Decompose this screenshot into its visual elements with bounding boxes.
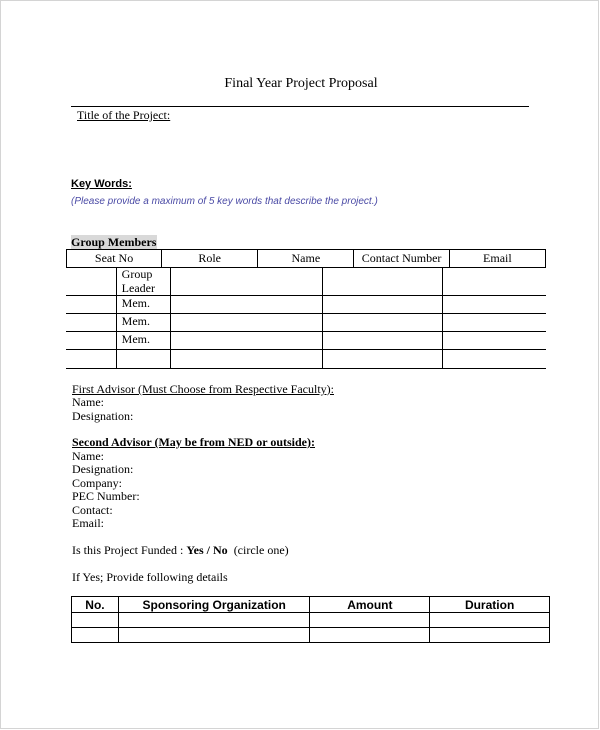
second-advisor-heading: Second Advisor (May be from NED or outside): — [72, 435, 315, 449]
second-advisor-designation-label: Designation: — [72, 462, 134, 476]
second-advisor-company-label: Company: — [72, 476, 122, 490]
second-advisor-contact-label: Contact: — [72, 503, 113, 517]
name-cell[interactable] — [170, 296, 322, 314]
keywords-label: Key Words: — [71, 178, 132, 190]
sponsor-organization-cell[interactable] — [118, 628, 310, 643]
table-row — [66, 267, 546, 296]
header-name: Name — [258, 250, 354, 268]
sponsor-amount-cell[interactable] — [310, 613, 430, 628]
name-cell[interactable] — [170, 350, 322, 369]
contact-cell[interactable] — [322, 350, 442, 369]
sponsor-amount-cell[interactable] — [310, 628, 430, 643]
table-row — [66, 332, 546, 350]
sponsor-table — [71, 596, 550, 643]
contact-cell[interactable] — [322, 314, 442, 332]
seat-no-cell[interactable] — [66, 350, 116, 369]
seat-no-cell[interactable] — [66, 332, 116, 350]
sponsor-header-no: No. — [72, 597, 119, 613]
contact-cell[interactable] — [322, 267, 442, 296]
seat-no-cell[interactable] — [66, 314, 116, 332]
header-email: Email — [449, 250, 545, 268]
table-row — [66, 350, 546, 369]
title-divider — [71, 106, 529, 107]
header-seat-no: Seat No — [67, 250, 162, 268]
role-line-1: Group — [121, 267, 153, 281]
funding-separator: / — [203, 543, 214, 557]
header-role: Role — [162, 250, 258, 268]
name-cell[interactable] — [170, 332, 322, 350]
sponsor-header-amount: Amount — [310, 597, 430, 613]
role-cell — [116, 350, 170, 369]
table-row — [66, 314, 546, 332]
email-cell[interactable] — [442, 314, 546, 332]
role-cell: Mem. — [116, 296, 170, 314]
keywords-hint: (Please provide a maximum of 5 key words that describe the project.) — [71, 196, 378, 207]
document-title: Final Year Project Proposal — [224, 76, 378, 91]
name-cell[interactable] — [170, 314, 322, 332]
second-advisor-name-label: Name: — [72, 449, 104, 463]
table-row — [66, 296, 546, 314]
project-title-label: Title of the Project: — [77, 108, 171, 122]
funding-question: Is this Project Funded : — [72, 543, 187, 557]
contact-cell[interactable] — [322, 332, 442, 350]
contact-cell[interactable] — [322, 296, 442, 314]
funding-hint: (circle one) — [233, 543, 289, 557]
sponsor-organization-cell[interactable] — [118, 613, 310, 628]
second-advisor-email-label: Email: — [72, 516, 104, 530]
sponsor-duration-cell[interactable] — [430, 628, 550, 643]
group-members-header — [66, 249, 546, 268]
sponsor-no-cell[interactable] — [72, 613, 119, 628]
funding-question-line — [72, 543, 289, 558]
first-advisor-heading: First Advisor (Must Choose from Respective Faculty): — [72, 382, 334, 396]
table-row — [72, 628, 550, 643]
sponsor-header-organization: Sponsoring Organization — [118, 597, 310, 613]
group-members-table — [66, 267, 546, 369]
sponsor-no-cell[interactable] — [72, 628, 119, 643]
second-advisor-pec-label: PEC Number: — [72, 489, 140, 503]
sponsor-duration-cell[interactable] — [430, 613, 550, 628]
table-row — [72, 597, 550, 613]
role-cell: Mem. — [116, 332, 170, 350]
first-advisor-name-label: Name: — [72, 395, 104, 409]
email-cell[interactable] — [442, 267, 546, 296]
email-cell[interactable] — [442, 350, 546, 369]
funding-yes-option[interactable]: Yes — [186, 543, 204, 557]
role-line-2: Leader — [121, 281, 155, 295]
table-row — [72, 613, 550, 628]
funding-no-option[interactable]: No — [213, 543, 228, 557]
role-cell: Mem. — [116, 314, 170, 332]
seat-no-cell[interactable] — [66, 267, 116, 296]
email-cell[interactable] — [442, 296, 546, 314]
name-cell[interactable] — [170, 267, 322, 296]
sponsor-header-duration: Duration — [430, 597, 550, 613]
header-contact-number: Contact Number — [354, 250, 449, 268]
email-cell[interactable] — [442, 332, 546, 350]
funding-details-label: If Yes; Provide following details — [72, 570, 228, 584]
first-advisor-designation-label: Designation: — [72, 409, 134, 423]
role-cell — [116, 267, 170, 296]
group-members-label: Group Members — [71, 235, 157, 249]
seat-no-cell[interactable] — [66, 296, 116, 314]
